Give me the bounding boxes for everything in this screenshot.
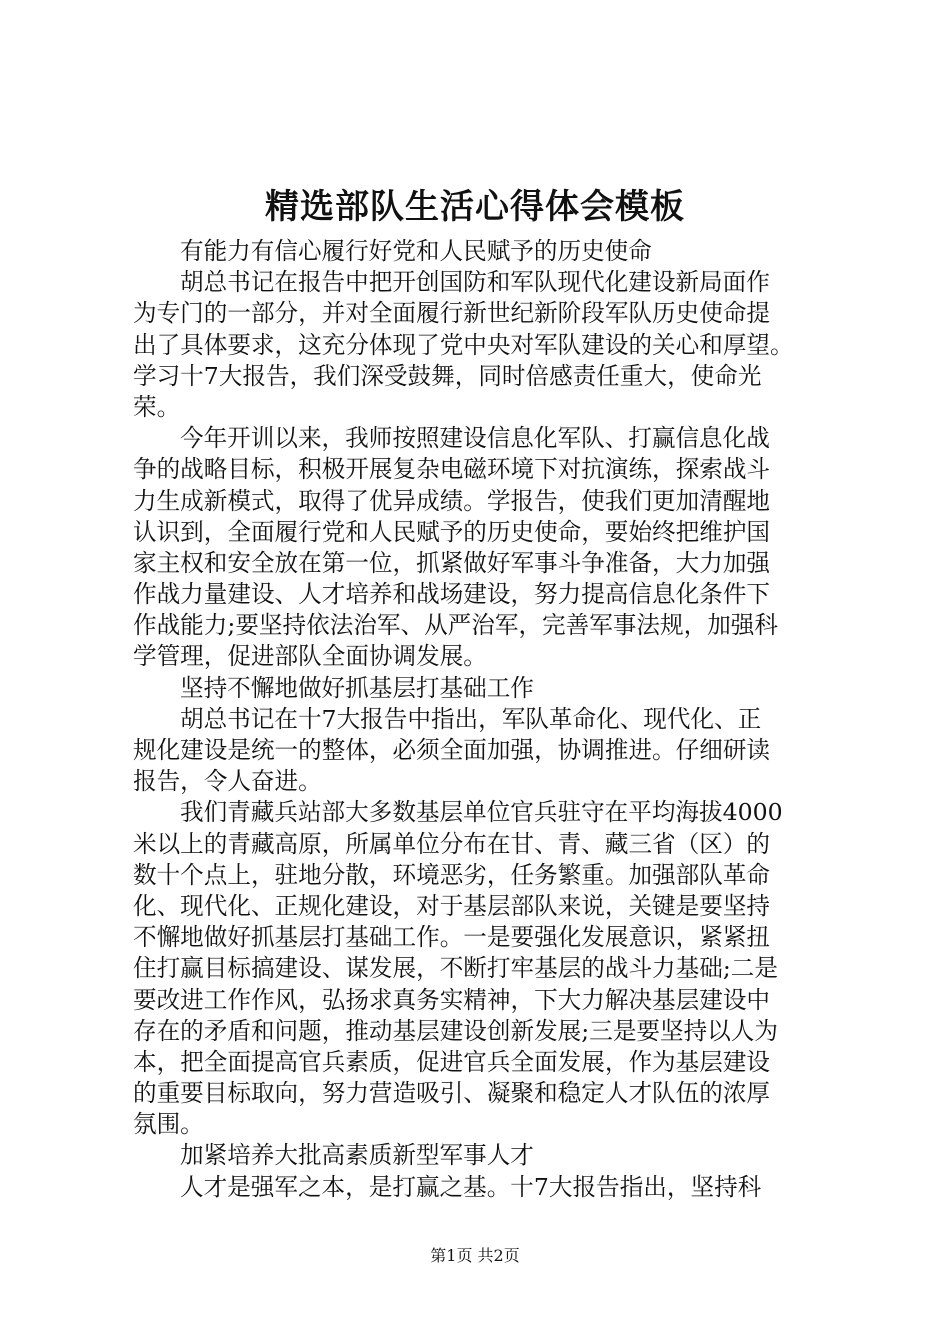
body-line: 争的战略目标，积极开展复杂电磁环境下对抗演练，探索战斗	[133, 455, 771, 484]
body-line: 存在的矛盾和问题，推动基层建设创新发展;三是要坚持以人为	[133, 1016, 778, 1045]
body-line: 胡总书记在十7大报告中指出，军队革命化、现代化、正	[180, 704, 762, 733]
body-line: 我们青藏兵站部大多数基层单位官兵驻守在平均海拔4000	[180, 798, 783, 827]
body-line: 荣。	[133, 392, 181, 421]
body-line: 本，把全面提高官兵素质，促进官兵全面发展，作为基层建设	[133, 1047, 771, 1076]
body-line: 有能力有信心履行好党和人民赋予的历史使命	[180, 237, 652, 265]
body-line: 不懈地做好抓基层打基础工作。一是要强化发展意识，紧紧扭	[133, 923, 771, 952]
document-title: 精选部队生活心得体会模板	[265, 187, 685, 227]
body-line: 数十个点上，驻地分散，环境恶劣，任务繁重。加强部队革命	[133, 860, 771, 889]
body-line: 米以上的青藏高原，所属单位分布在甘、青、藏三省（区）的	[133, 829, 771, 858]
body-line: 人才是强军之本，是打赢之基。十7大报告指出，坚持科	[180, 1172, 762, 1201]
body-line: 化、现代化、正规化建设，对于基层部队来说，关键是要坚持	[133, 891, 771, 920]
body-line: 今年开训以来，我师按照建设信息化军队、打赢信息化战	[180, 424, 770, 453]
body-line: 作战能力;要坚持依法治军、从严治军，完善军事法规，加强科	[133, 611, 778, 640]
body-line: 加紧培养大批高素质新型军事人才	[180, 1141, 534, 1170]
body-line: 为专门的一部分，并对全面履行新世纪新阶段军队历史使命提	[133, 299, 771, 328]
body-line: 的重要目标取向，努力营造吸引、凝聚和稳定人才队伍的浓厚	[133, 1079, 771, 1108]
body-line: 规化建设是统一的整体，必须全面加强，协调推进。仔细研读	[133, 736, 771, 764]
body-line: 认识到，全面履行党和人民赋予的历史使命，要始终把维护国	[133, 517, 771, 546]
body-line: 要改进工作作风，弘扬求真务实精神，下大力解决基层建设中	[133, 985, 771, 1014]
document-body	[133, 236, 837, 1203]
body-line: 报告，令人奋进。	[133, 767, 322, 796]
body-line: 学习十7大报告，我们深受鼓舞，同时倍感责任重大，使命光	[133, 361, 762, 390]
body-line: 氛围。	[133, 1110, 204, 1139]
body-line: 力生成新模式，取得了优异成绩。学报告，使我们更加清醒地	[133, 486, 771, 515]
body-line: 胡总书记在报告中把开创国防和军队现代化建设新局面作	[180, 268, 770, 297]
body-line: 出了具体要求，这充分体现了党中央对军队建设的关心和厚望。	[133, 330, 794, 359]
body-line: 住打赢目标搞建设、谋发展，不断打牢基层的战斗力基础;二是	[133, 954, 778, 983]
body-line: 学管理，促进部队全面协调发展。	[133, 642, 487, 671]
body-line: 坚持不懈地做好抓基层打基础工作	[180, 673, 534, 702]
page-footer: 第1页 共2页	[430, 1246, 520, 1265]
body-line: 作战力量建设、人才培养和战场建设，努力提高信息化条件下	[133, 580, 771, 609]
body-line: 家主权和安全放在第一位，抓紧做好军事斗争准备，大力加强	[133, 548, 771, 577]
